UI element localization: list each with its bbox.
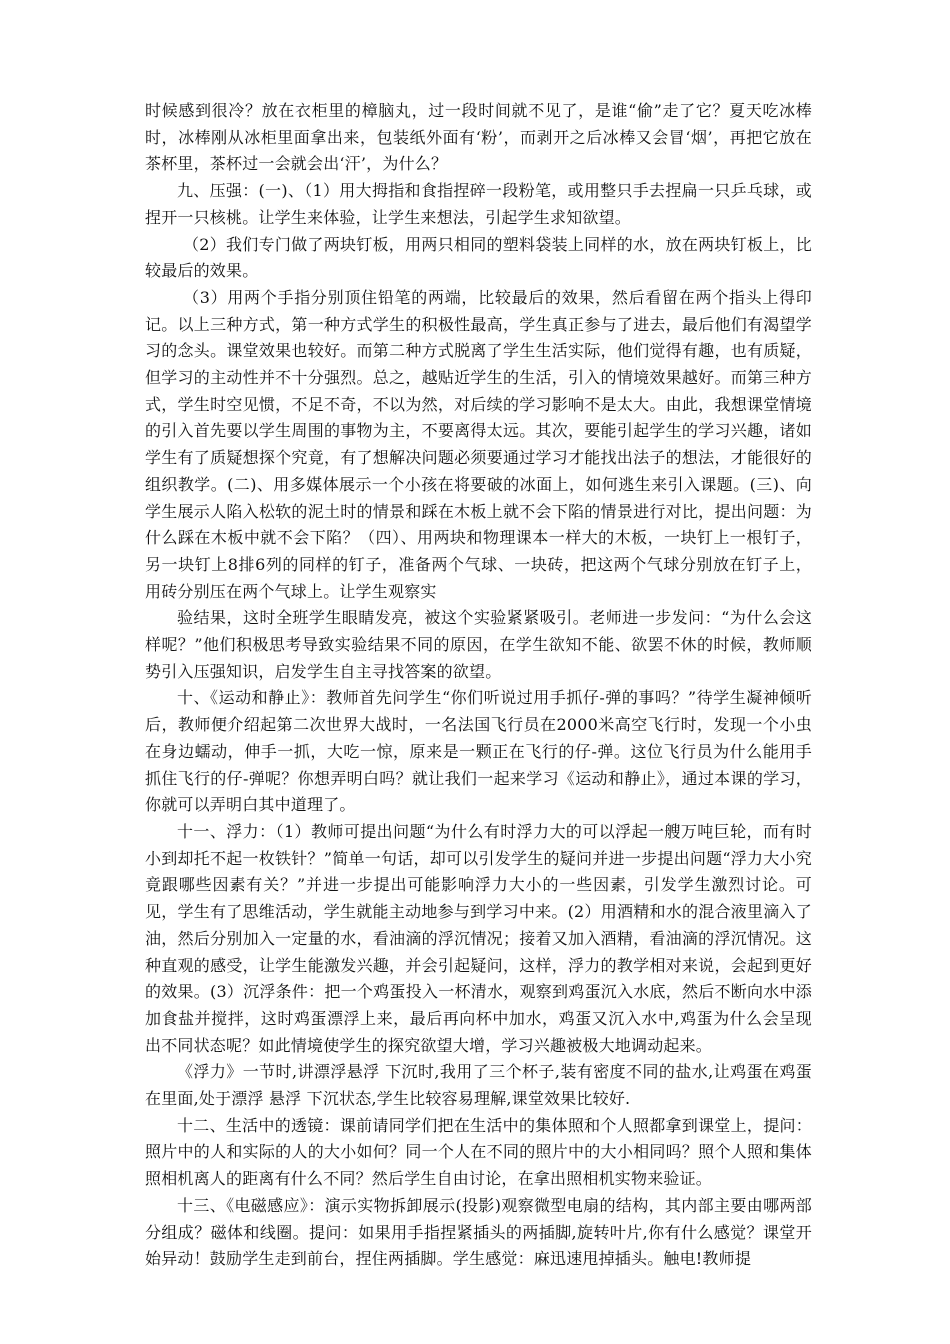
paragraph-buoyancy-eggs: 《浮力》一节时,讲漂浮悬浮 下沉时,我用了三个杯子,装有密度不同的盐水,让鸡蛋在鸡蛋在里面,处于漂浮 悬浮 下沉状态,学生比较容易理解,课堂效果比较好. [145,1062,812,1109]
paragraph-pressure-nail-board: （2）我们专门做了两块钉板，用两只相同的塑料袋装上同样的水，放在两块钉板上，比较最后的效果。 [145,234,812,281]
paragraph-electromagnetic-induction: 十三、《电磁感应》：演示实物拆卸展示(投影)观察微型电扇的结构，其内部主要由哪两部分组成？磁体和线圈。提问：如果用手指捏紧插头的两插脚,旋转叶片,你有什么感觉？课堂开始异动！鼓励学生走到前台，捏住两插脚。学生感觉：麻迅速甩掉插头。触电!教师提 [145,1195,812,1269]
paragraph-lens: 十二、生活中的透镜：课前请同学们把在生活中的集体照和个人照都拿到课堂上，提问：照片中的人和实际的人的大小如何？同一个人在不同的照片中的大小相同吗？照个人照和集体照相机离人的距离有什么不同？然后学生自由讨论，在拿出照相机实物来验证。 [145,1115,812,1189]
paragraph-pressure-section: 九、压强：(一)、（1）用大拇指和食指捏碎一段粉笔，或用整只手去捏扁一只乒乓球，或捏开一只核桃。让学生来体验，让学生来想法，引起学生求知欲望。 [145,181,812,227]
document-page [145,98,812,1273]
paragraph-continued-intro: 时候感到很冷？放在衣柜里的樟脑丸，过一段时间就不见了，是谁“偷”走了它？夏天吃冰棒时，冰棒刚从冰柜里面拿出来，包装纸外面有‘粉’，而剥开之后冰棒又会冒‘烟’，再把它放在茶杯里，茶杯过一会就会出‘汗’，为什么？ [145,101,812,174]
paragraph-motion-and-rest: 十、《运动和静止》：教师首先问学生“你们听说过用手抓仔-弹的事吗？”待学生凝神倾听后，教师便介绍起第二次世界大战时，一名法国飞行员在2000米高空飞行时，发现一个小虫在身边蠕动，伸手一抓，大吃一惊，原来是一颗正在飞行的仔-弹。这位飞行员为什么能用手抓住飞行的仔-弹呢？你想弄明白吗？就让我们一起来学习《运动和静止》，通过本课的学习，你就可以弄明白其中道理了。 [145,688,812,815]
paragraph-experiment-result: 验结果，这时全班学生眼睛发亮，被这个实验紧紧吸引。老师进一步发问：“为什么会这样呢？”他们积极思考导致实验结果不同的原因，在学生欲知不能、欲罢不休的时候，教师顺势引入压强知识，启发学生自主寻找答案的欲望。 [145,608,812,681]
paragraph-buoyancy: 十一、浮力：（1）教师可提出问题“为什么有时浮力大的可以浮起一艘万吨巨轮，而有时小到却托不起一枚铁针？”简单一句话，却可以引发学生的疑问并进一步提出问题“浮力大小究竟跟哪些因素有关？”并进一步提出可能影响浮力大小的一些因素，引发学生激烈讨论。可见，学生有了思维活动，学生就能主动地参与到学习中来。(2）用酒精和水的混合液里滴入了油，然后分别加入一定量的水，看油滴的浮沉情况；接着又加入酒精，看油滴的浮沉情况。这种直观的感受，让学生能激发兴趣，并会引起疑问，这样，浮力的教学相对来说，会起到更好的效果。(3）沉浮条件：把一个鸡蛋投入一杯清水，观察到鸡蛋沉入水底，然后不断向水中添加食盐并搅拌，这时鸡蛋漂浮上来，最后再向杯中加水，鸡蛋又沉入水中,鸡蛋为什么会呈现出不同状态呢？如此情境使学生的探究欲望大增，学习兴趣被极大地调动起来。 [145,821,812,1055]
paragraph-pressure-pencil: （3）用两个手指分别顶住铅笔的两端，比较最后的效果，然后看留在两个指头上得印记。以上三种方式，第一种方式学生的积极性最高，学生真正参与了进去，最后他们有渴望学习的念头。课堂效果也较好。而第二种方式脱离了学生生活实际，他们觉得有趣，也有质疑，但学习的主动性并不十分强烈。总之，越贴近学生的生活，引入的情境效果越好。而第三种方式，学生时空见惯，不足不奇，不以为然，对后续的学习影响不是太大。由此，我想课堂情境的引入首先要以学生周围的事物为主，不要离得太远。其次，要能引起学生的学习兴趣，诸如学生有了质疑想探个究竟，有了想解决问题必须要通过学习才能找出法子的想法，才能很好的组织教学。(二)、用多媒体展示一个小孩在将要破的冰面上，如何逃生来引入课题。(三)、向学生展示人陷入松软的泥土时的情景和踩在木板上就不会下陷的情景进行对比，提出问题：为什么踩在木板中就不会下陷？（四）、用两块和物理课本一样大的木板，一块钉上一根钉子，另一块钉上8排6列的同样的钉子，准备两个气球、一块砖，把这两个气球分别放在钉子上，用砖分别压在两个气球上。让学生观察实 [145,287,812,601]
